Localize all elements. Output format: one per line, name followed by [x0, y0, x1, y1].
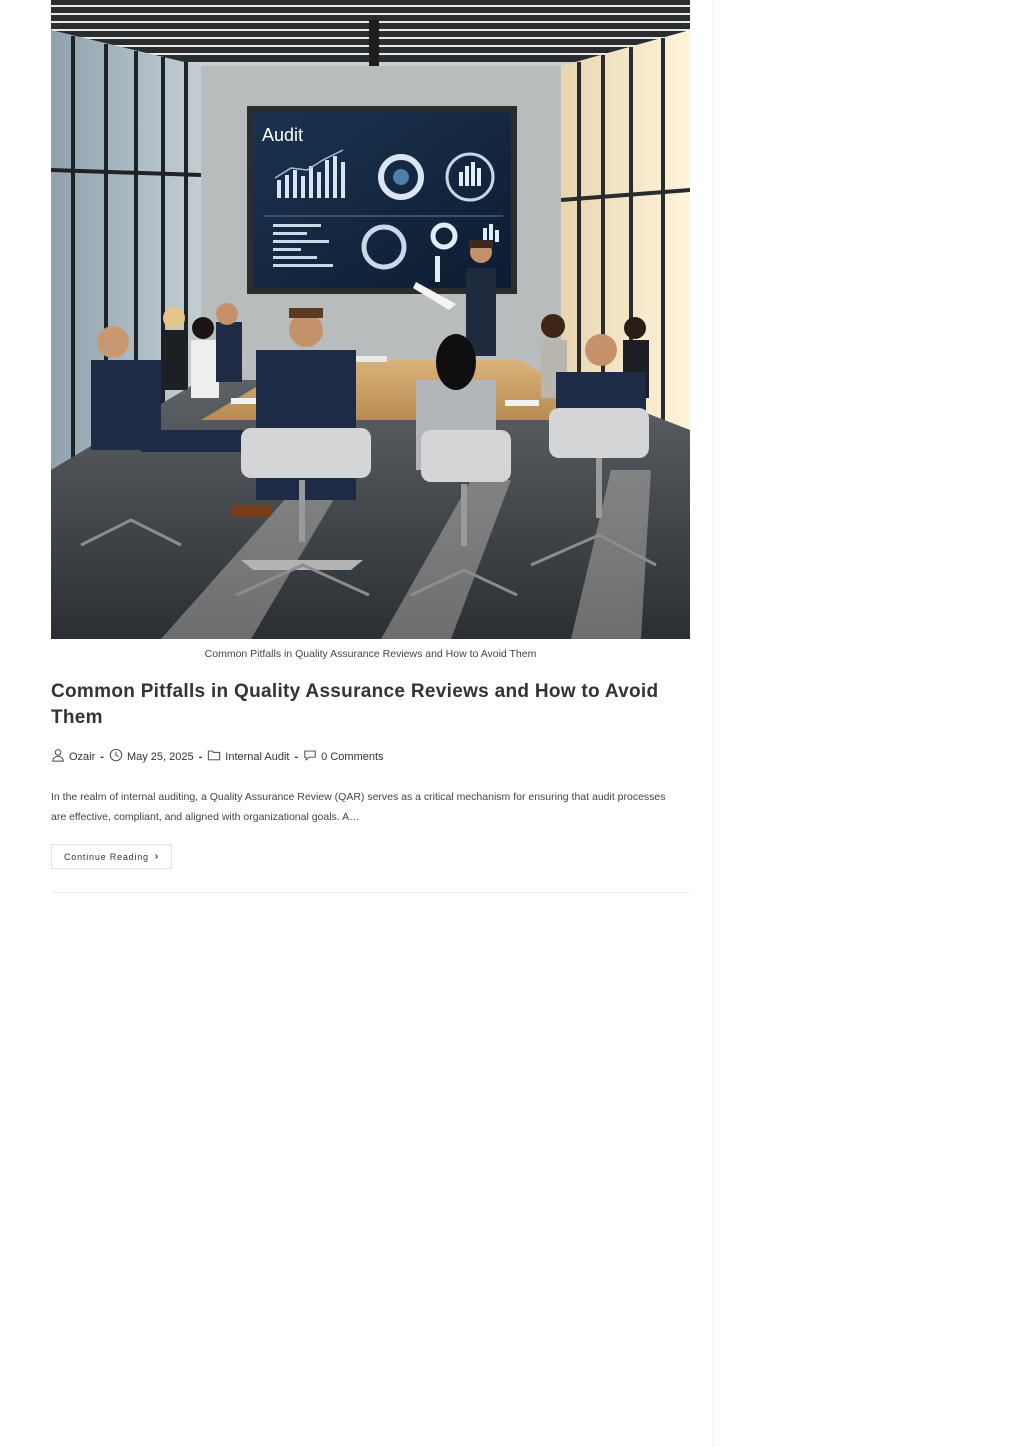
- post-date: May 25, 2025: [126, 751, 194, 763]
- meta-date: [109, 750, 194, 764]
- author-link[interactable]: Ozair: [69, 751, 96, 763]
- image-caption: Common Pitfalls in Quality Assurance Reviews and How to Avoid Them: [204, 648, 537, 660]
- meta-separator: -: [198, 751, 203, 763]
- chevron-right-icon: ›: [154, 851, 159, 862]
- post-title: [51, 679, 690, 731]
- meta-separator: -: [100, 751, 104, 763]
- post-thumbnail-image: [51, 0, 690, 639]
- continue-reading-button[interactable]: [51, 844, 172, 869]
- meta-comments: [303, 750, 383, 764]
- post-thumbnail-link[interactable]: [51, 0, 690, 639]
- blog-post: [51, 0, 690, 893]
- post-divider: [51, 892, 690, 893]
- meta-category: [207, 750, 289, 764]
- folder-icon: [207, 748, 221, 762]
- category-link[interactable]: Internal Audit: [225, 751, 290, 763]
- screen-title-text: Audit: [262, 125, 304, 145]
- meta-author: [51, 750, 95, 764]
- post-meta: [51, 749, 690, 765]
- meta-separator: -: [294, 751, 299, 763]
- comment-icon: [303, 748, 317, 762]
- post-title-link[interactable]: Common Pitfalls in Quality Assurance Reviews and How to Avoid Them: [51, 681, 659, 728]
- post-excerpt: In the realm of internal auditing, a Quality Assurance Review (QAR) serves as a critical mechanism for ensuring that audit processes are effective, compliant, and aligned with organizational goals. A…: [51, 791, 666, 823]
- clock-icon: [109, 748, 123, 762]
- sidebar-divider: [713, 0, 714, 1447]
- continue-reading-label: Continue Reading: [64, 851, 149, 862]
- comments-link[interactable]: 0 Comments: [321, 751, 384, 763]
- user-icon: [51, 748, 65, 762]
